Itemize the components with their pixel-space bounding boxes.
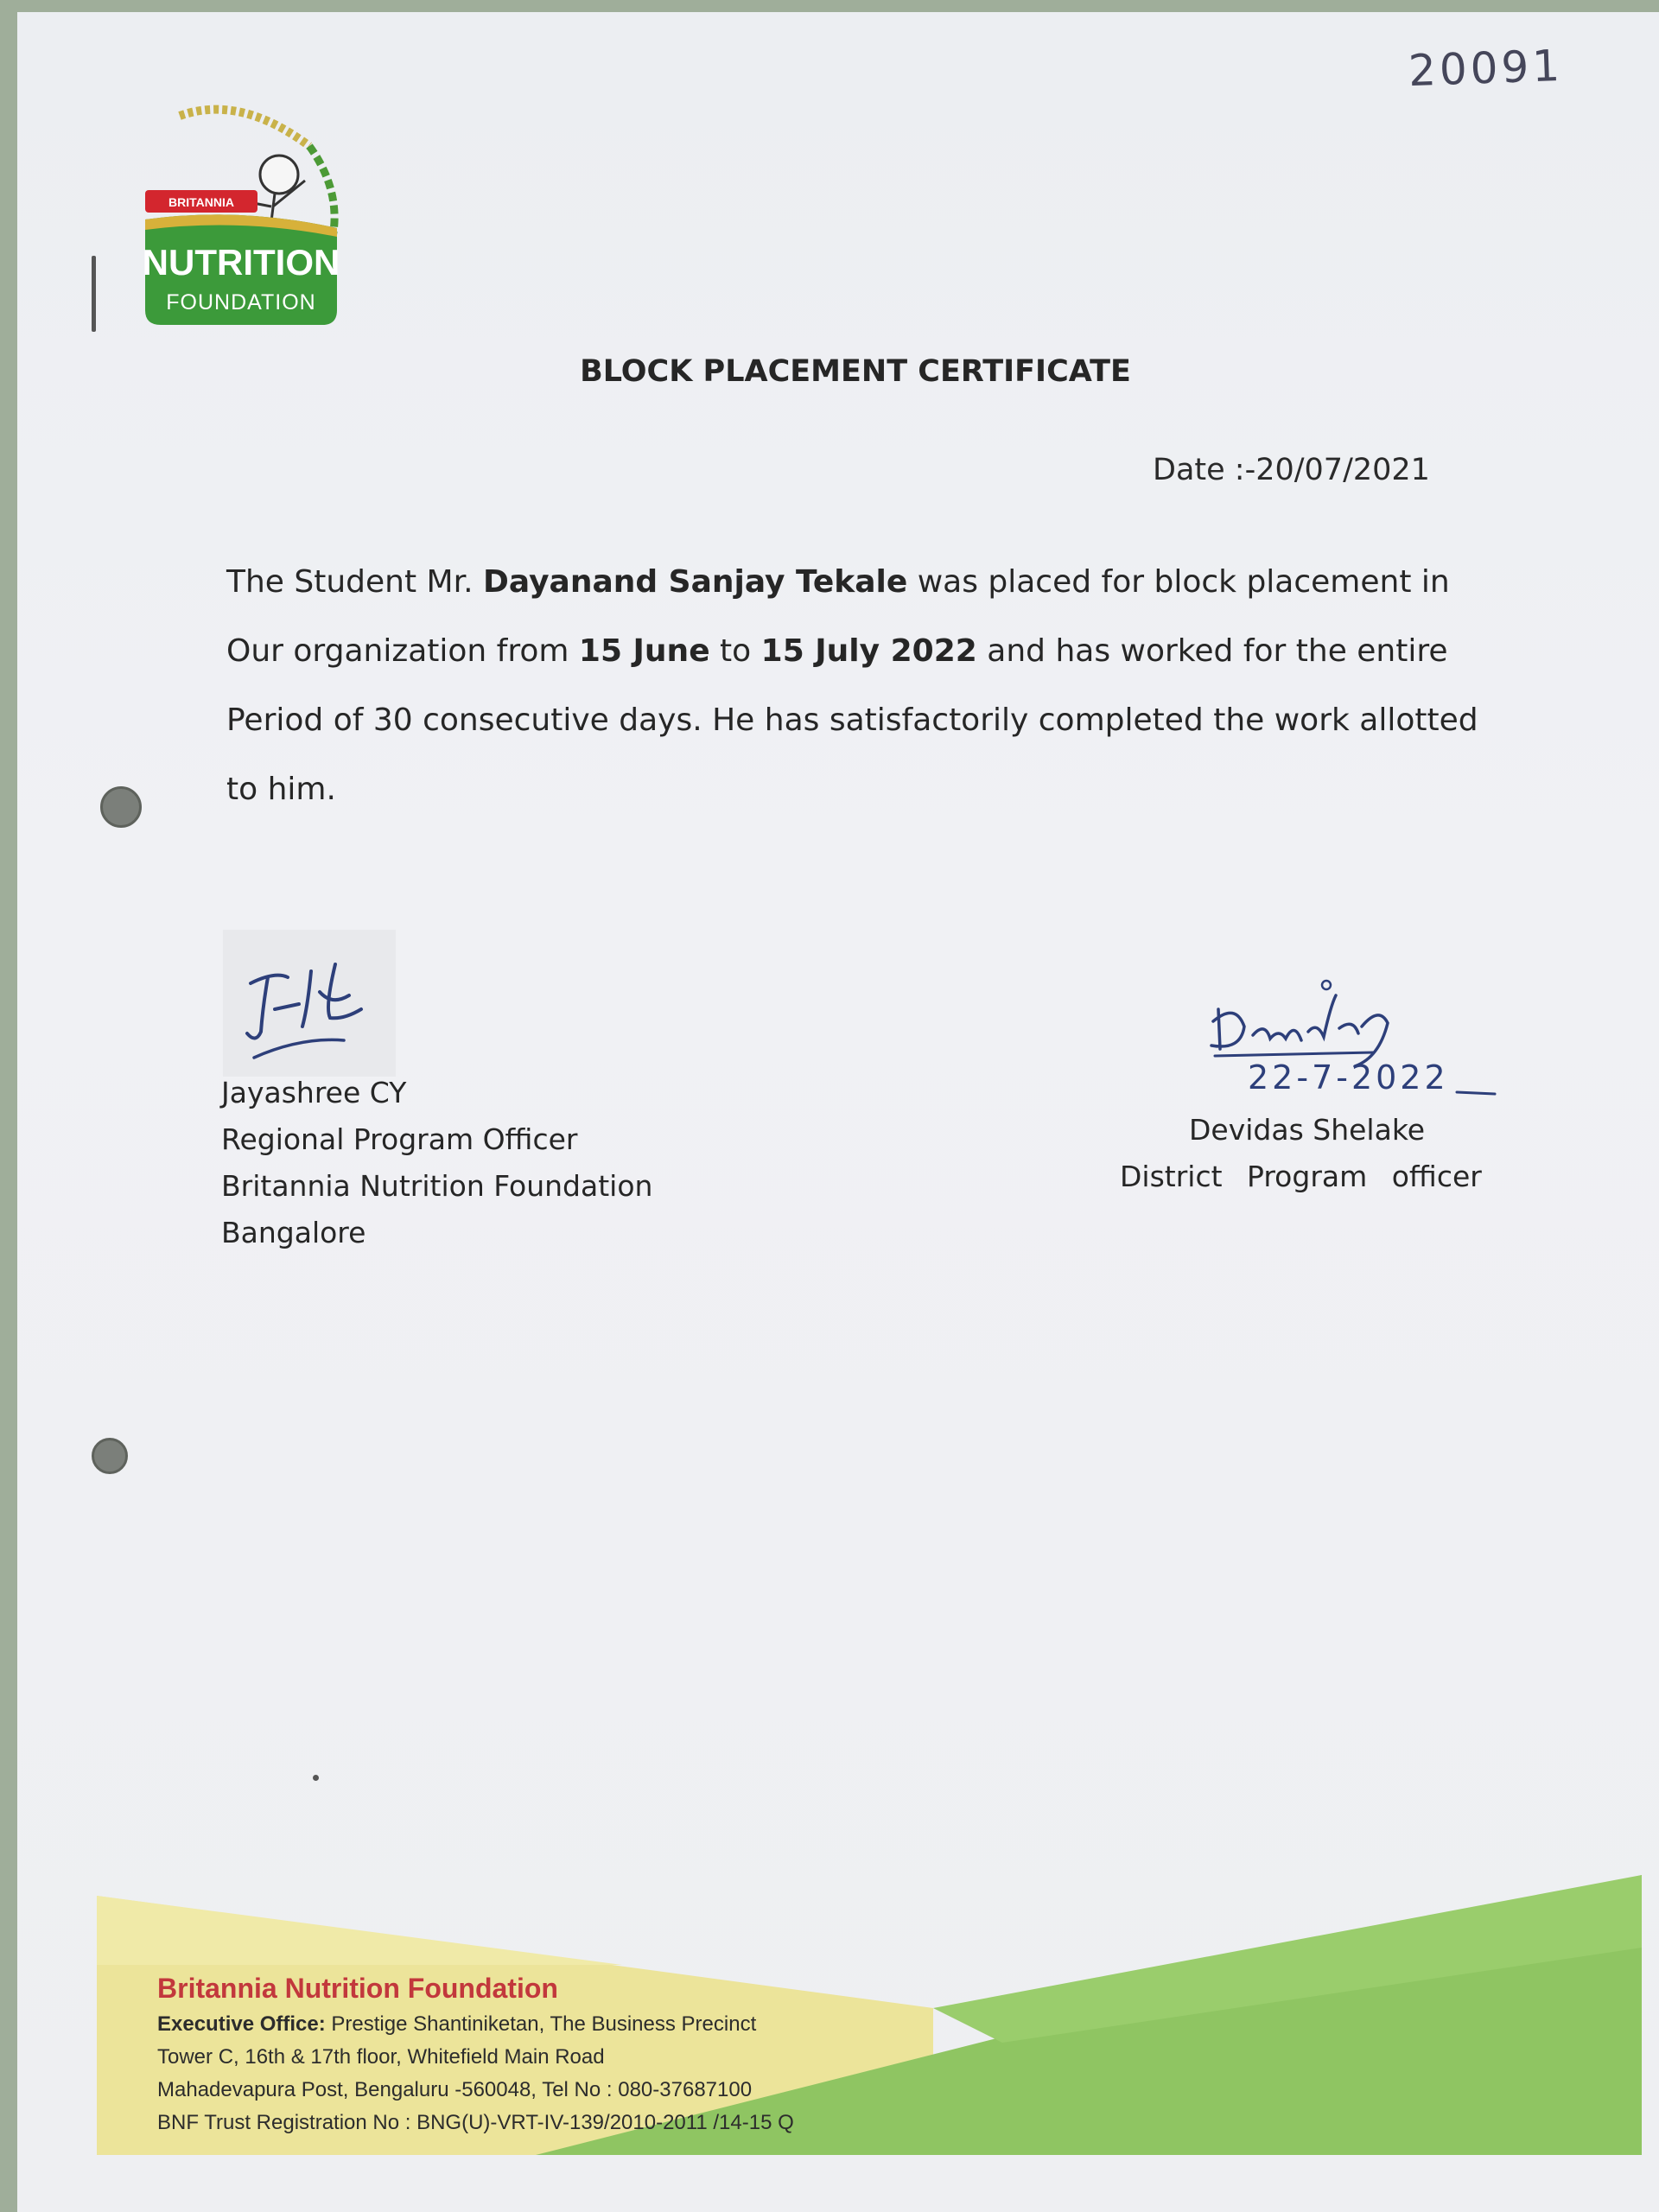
certificate-title: BLOCK PLACEMENT CERTIFICATE <box>580 354 1131 389</box>
body-text-3: to <box>709 633 761 669</box>
certificate-page <box>17 12 1659 2212</box>
left-signatory-city: Bangalore <box>221 1216 366 1249</box>
punch-hole-bottom <box>92 1438 128 1474</box>
footer-line-3: Mahadevapura Post, Bengaluru -560048, Tel No : 080-37687100 <box>157 2078 753 2101</box>
footer-address <box>157 1968 794 2139</box>
student-name: Dayanand Sanjay Tekale <box>483 564 908 600</box>
certificate-date: Date :-20/07/2021 <box>1153 453 1430 487</box>
body-text-2: was placed for block placement in Our organization from <box>226 564 1450 669</box>
footer-line-4: BNF Trust Registration No : BNG(U)-VRT-IV-139/2010-2011 /14-15 Q <box>157 2111 794 2134</box>
signature-right-date: 22-7-2022 <box>1248 1058 1449 1096</box>
right-signatory-role: District Program officer <box>1120 1160 1482 1193</box>
left-signatory-block <box>221 1070 652 1256</box>
footer-office-line <box>157 2008 794 2041</box>
left-signatory-name: Jayashree CY <box>221 1076 407 1109</box>
logo-line2-text: FOUNDATION <box>166 290 316 315</box>
britannia-nutrition-foundation-logo <box>111 99 370 340</box>
logo-brand-text: BRITANNIA <box>168 195 234 209</box>
footer-org-name: Britannia Nutrition Foundation <box>157 1973 558 2004</box>
left-signatory-role: Regional Program Officer <box>221 1122 578 1156</box>
left-signatory-org: Britannia Nutrition Foundation <box>221 1169 653 1203</box>
body-text-4: and has worked for the entire Period of 30 consecutive days. He has satisfactorily completed the work allotted to him. <box>226 633 1478 807</box>
footer-line-2: Tower C, 16th & 17th floor, Whitefield Main Road <box>157 2045 605 2069</box>
punch-hole-top <box>100 786 142 828</box>
placement-start: 15 June <box>578 633 710 669</box>
body-text-1: The Student Mr. <box>226 564 483 600</box>
signature-right <box>1201 971 1538 1101</box>
signature-left <box>223 930 396 1077</box>
logo-line1-text: NUTRITION <box>142 242 340 283</box>
speck <box>313 1775 319 1781</box>
right-signatory-name: Devidas Shelake <box>1189 1113 1426 1147</box>
footer-office-text: Prestige Shantiniketan, The Business Precinct <box>325 2012 757 2036</box>
certificate-body <box>226 548 1497 824</box>
margin-mark <box>92 256 96 332</box>
footer-office-label: Executive Office: <box>157 2012 326 2036</box>
placement-end: 15 July 2022 <box>760 633 977 669</box>
handwritten-number: 20091 <box>1408 40 1565 97</box>
